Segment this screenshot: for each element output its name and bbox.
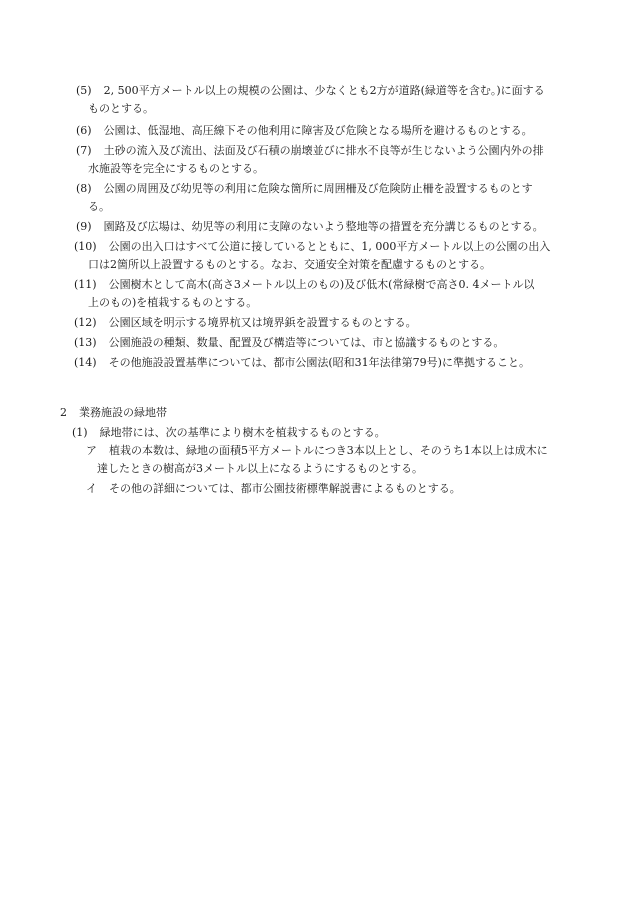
list-item-9	[76, 218, 544, 236]
item-text-continued: 口は2箇所以上設置するものとする。なお、交通安全対策を配慮するものとする。	[88, 258, 491, 271]
item-text: 公園施設の種類、数量、配置及び構造等については、市と協議するものとする。	[108, 336, 505, 349]
item-number: (12)	[74, 316, 97, 329]
item-number: (14)	[74, 356, 97, 369]
item-text-continued: る。	[88, 200, 110, 213]
item-text: 公園は、低湿地、高圧線下その他利用に障害及び危険となる場所を避けるものとする。	[103, 124, 533, 137]
item-text: 緑地帯には、次の基準により樹木を植栽するものとする。	[99, 426, 386, 439]
item-text: 2, 500平方メートル以上の規模の公園は、少なくとも2方が道路(緑道等を含む。)に面する	[103, 84, 545, 97]
sub-item-marker: イ	[86, 482, 97, 495]
list-item-8	[76, 180, 533, 216]
item-number: (6)	[76, 124, 92, 137]
list-item-6	[76, 122, 533, 140]
list-item-14	[74, 354, 530, 372]
item-text-continued: ものとする。	[88, 102, 154, 115]
sub-item-a	[86, 442, 548, 478]
sub-item-marker: ア	[86, 444, 97, 457]
item-text: その他の詳細については、都市公園技術標準解説書によるものとする。	[109, 482, 461, 495]
section-number: 2	[60, 406, 67, 419]
list-item-10	[74, 238, 550, 274]
item-text: その他施設設置基準については、都市公園法(昭和31年法律第79号)に準拠すること。	[108, 356, 530, 369]
item-text: 園路及び広場は、幼児等の利用に支障のないよう整地等の措置を充分講じるものとする。	[103, 220, 544, 233]
item-number: (11)	[74, 278, 97, 291]
item-number: (10)	[74, 240, 97, 253]
item-text-continued: 達したときの樹高が3メートル以上になるようにするものとする。	[97, 462, 423, 475]
item-number: (8)	[76, 182, 92, 195]
sub-item-b	[86, 480, 461, 498]
item-text: 植栽の本数は、緑地の面積5平方メートルにつき3本以上とし、そのうち1本以上は成木に	[109, 444, 548, 457]
item-text-continued: 水施設等を完全にするものとする。	[88, 162, 264, 175]
list-item-13	[74, 334, 504, 352]
item-number: (9)	[76, 220, 92, 233]
list-item-7	[76, 142, 544, 178]
list-item-5	[76, 82, 545, 118]
item-text: 土砂の流入及び流出、法面及び石積の崩壊並びに排水不良等が生じないよう公園内外の排	[103, 144, 544, 157]
item-text-continued: 上のもの)を植栽するものとする。	[88, 296, 258, 309]
item-text: 公園樹木として高木(高さ3メートル以上のもの)及び低木(常緑樹で高さ0. 4メートル以	[108, 278, 535, 291]
item-text: 公園の周囲及び幼児等の利用に危険な箇所に周囲柵及び危険防止柵を設置するものとす	[103, 182, 533, 195]
section-title: 業務施設の緑地帯	[79, 406, 167, 419]
item-text: 公園の出入口はすべて公道に接しているとともに、1, 000平方メートル以上の公園の出入	[108, 240, 551, 253]
item-number: (5)	[76, 84, 92, 97]
list-item-11	[74, 276, 534, 312]
item-number: (13)	[74, 336, 97, 349]
item-number: (1)	[72, 426, 88, 439]
section-heading	[60, 404, 167, 422]
list-item-12	[74, 314, 417, 332]
item-text: 公園区域を明示する境界杭又は境界鋲を設置するものとする。	[108, 316, 417, 329]
item-number: (7)	[76, 144, 92, 157]
list-item-2-1	[72, 424, 386, 442]
